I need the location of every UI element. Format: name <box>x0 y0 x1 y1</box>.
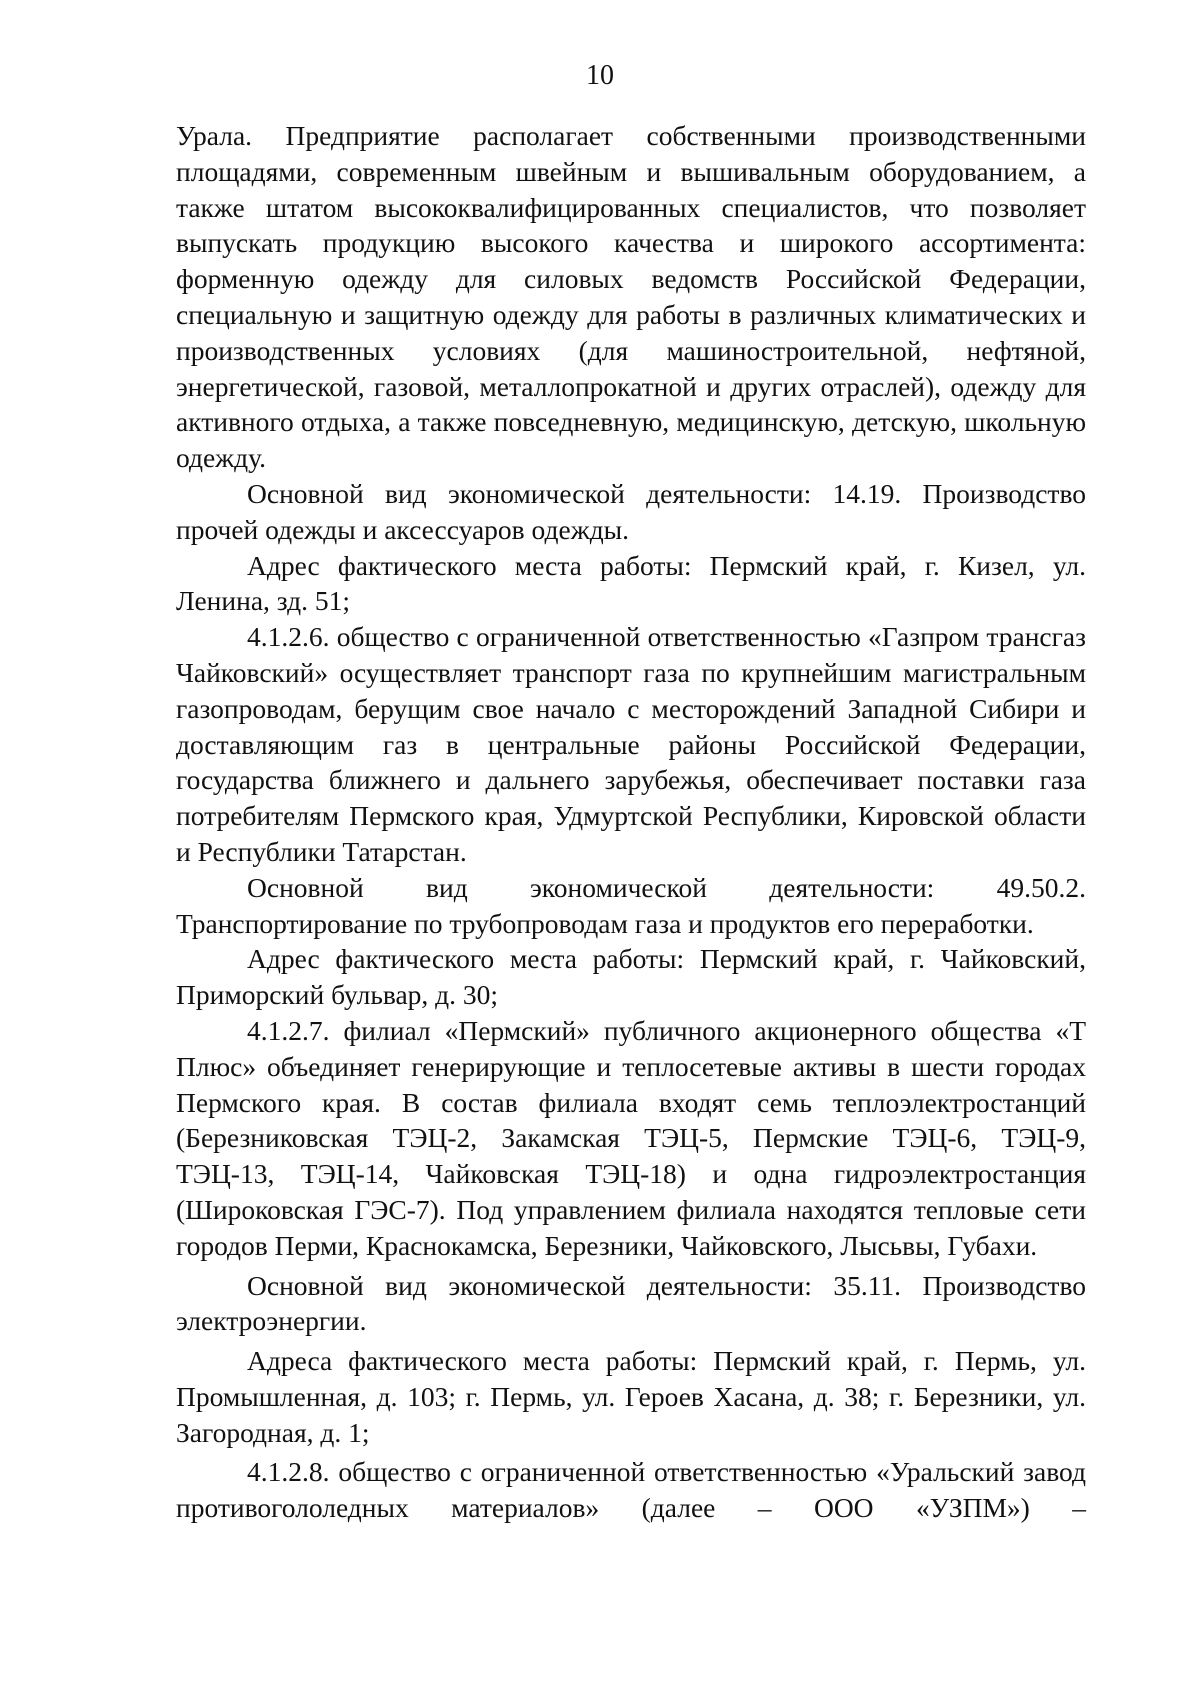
paragraph-address-3: Адреса фактического места работы: Пермский край, г. Пермь, ул. Промышленная, д. 103; г. Пермь, ул. Героев Хасана, д. 38; г. Березники, ул. Загородная, д. 1; <box>176 1345 1086 1448</box>
paragraph-item-4-1-2-8: 4.1.2.8. общество с ограниченной ответственностью «Уральский завод противогололедных материалов» (далее – ООО «УЗПМ») – <box>176 1456 1086 1524</box>
paragraph-address-2: Адрес фактического места работы: Пермский край, г. Чайковский, Приморский бульвар, д. 30; <box>176 943 1086 1011</box>
document-body <box>176 118 1086 1526</box>
paragraph-continuation: Урала. Предприятие располагает собственными производственными площадями, современным швейным и вышивальным оборудованием, а также штатом высококвалифицированных специалистов, что позволяет выпускать продукцию высокого качества и широкого ассортимента: форменную одежду для силовых ведомств Российской Федерации, специальную и защитную одежду для работы в различных климатических и производственных условиях (для машиностроительной, нефтяной, энергетической, газовой, металлопрокатной и других отраслей), одежду для активного отдыха, а также повседневную, медицинскую, детскую, школьную одежду. <box>176 120 1086 474</box>
paragraph-item-4-1-2-6: 4.1.2.6. общество с ограниченной ответственностью «Газпром трансгаз Чайковский» осуществляет транспорт газа по крупнейшим магистральным газопроводам, берущим свое начало с месторождений Западной Сибири и доставляющим газ в центральные районы Российской Федерации, государства ближнего и дальнего зарубежья, обеспечивает поставки газа потребителям Пермского края, Удмуртской Республики, Кировской области и Республики Татарстан. <box>176 621 1086 867</box>
paragraph-item-4-1-2-7: 4.1.2.7. филиал «Пермский» публичного акционерного общества «Т Плюс» объединяет генерирующие и теплосетевые активы в шести городах Пермского края. В состав филиала входят семь теплоэлектростанций (Березниковская ТЭЦ-2, Закамская ТЭЦ-5, Пермские ТЭЦ-6, ТЭЦ-9, ТЭЦ-13, ТЭЦ-14, Чайковская ТЭЦ-18) и одна гидроэлектростанция (Широковская ГЭС-7). Под управлением филиала находятся тепловые сети городов Перми, Краснокамска, Березники, Чайковского, Лысьвы, Губахи. <box>176 1014 1086 1261</box>
paragraph-activity-type-2: Основной вид экономической деятельности: 49.50.2. Транспортирование по трубопроводам газа и продуктов его переработки. <box>176 871 1086 939</box>
paragraph-activity-type-3: Основной вид экономической деятельности: 35.11. Производство электроэнергии. <box>176 1269 1086 1337</box>
paragraph-activity-type-1: Основной вид экономической деятельности: 14.19. Производство прочей одежды и аксессуаров одежды. <box>176 477 1086 545</box>
paragraph-address-1: Адрес фактического места работы: Пермский край, г. Кизел, ул. Ленина, зд. 51; <box>176 549 1086 617</box>
page-number: 10 <box>586 60 614 91</box>
